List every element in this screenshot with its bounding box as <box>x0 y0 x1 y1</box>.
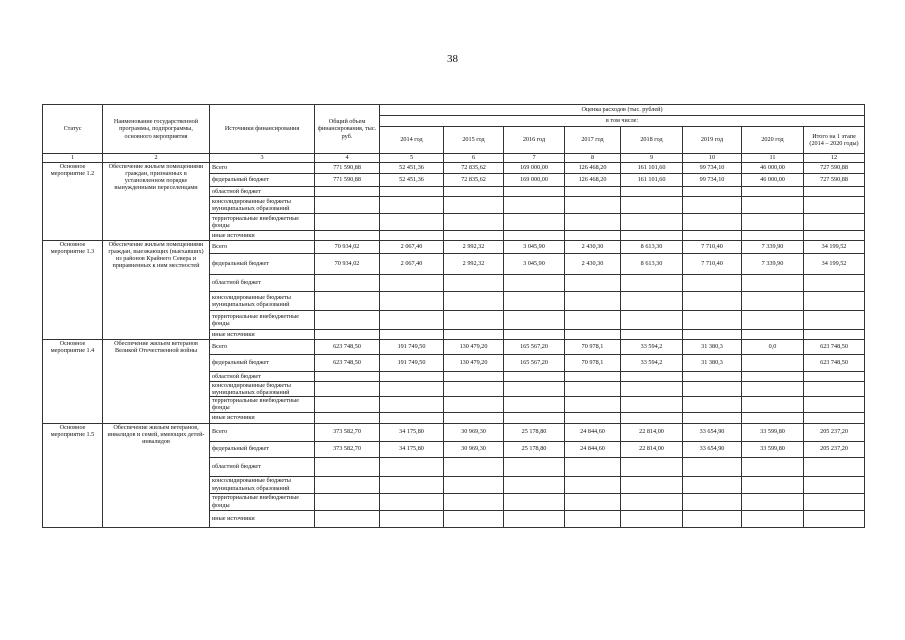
stage-total-cell <box>804 275 865 292</box>
year-amount-cell: 33 599,80 <box>742 423 804 441</box>
year-amount-cell: 161 101,60 <box>621 163 683 174</box>
stage-total-cell: 34 199,52 <box>804 254 865 275</box>
year-amount-cell <box>683 311 742 330</box>
year-amount-cell <box>621 275 683 292</box>
year-amount-cell <box>621 187 683 197</box>
year-amount-cell <box>444 292 504 311</box>
header-stage-total: Итого на 1 этапе (2014 – 2020 годы) <box>804 127 865 154</box>
total-amount-cell <box>315 330 380 340</box>
year-amount-cell <box>444 476 504 493</box>
year-amount-cell <box>565 457 621 476</box>
column-number: 12 <box>804 154 865 163</box>
year-amount-cell <box>683 197 742 214</box>
year-amount-cell <box>742 214 804 231</box>
year-amount-cell: 34 175,80 <box>380 441 444 457</box>
year-amount-cell <box>380 330 444 340</box>
year-amount-cell <box>504 412 565 423</box>
header-year: 2016 год <box>504 127 565 154</box>
year-amount-cell <box>683 214 742 231</box>
table-row <box>43 423 865 441</box>
year-amount-cell: 24 844,60 <box>565 423 621 441</box>
funding-source: федеральный бюджет <box>210 441 315 457</box>
total-amount-cell <box>315 231 380 241</box>
year-amount-cell: 31 380,3 <box>683 340 742 355</box>
year-amount-cell: 161 101,60 <box>621 174 683 187</box>
year-amount-cell <box>504 187 565 197</box>
column-number: 8 <box>565 154 621 163</box>
year-amount-cell: 3 045,90 <box>504 254 565 275</box>
year-amount-cell: 7 710,40 <box>683 254 742 275</box>
year-amount-cell <box>504 382 565 397</box>
total-amount-cell <box>315 397 380 412</box>
funding-source: территориальные внебюджетные фонды <box>210 214 315 231</box>
year-amount-cell <box>380 197 444 214</box>
year-amount-cell <box>444 330 504 340</box>
table-row <box>43 340 865 355</box>
funding-source: областной бюджет <box>210 372 315 382</box>
year-amount-cell: 2 430,30 <box>565 241 621 254</box>
activity-status: Основное мероприятие 1.2 <box>43 163 103 241</box>
year-amount-cell: 130 479,20 <box>444 340 504 355</box>
total-amount-cell <box>315 197 380 214</box>
total-amount-cell <box>315 275 380 292</box>
year-amount-cell: 2 067,40 <box>380 241 444 254</box>
year-amount-cell: 2 992,32 <box>444 254 504 275</box>
year-amount-cell <box>504 372 565 382</box>
year-amount-cell <box>565 292 621 311</box>
year-amount-cell <box>565 493 621 510</box>
year-amount-cell <box>380 214 444 231</box>
total-amount-cell: 373 582,70 <box>315 423 380 441</box>
stage-total-cell <box>804 382 865 397</box>
year-amount-cell <box>565 382 621 397</box>
year-amount-cell <box>504 476 565 493</box>
year-amount-cell <box>380 397 444 412</box>
total-amount-cell: 771 590,88 <box>315 174 380 187</box>
year-amount-cell: 165 567,20 <box>504 340 565 355</box>
header-status: Статус <box>43 105 103 154</box>
year-amount-cell <box>742 197 804 214</box>
year-amount-cell <box>380 292 444 311</box>
year-amount-cell: 46 000,00 <box>742 163 804 174</box>
year-amount-cell: 22 814,00 <box>621 441 683 457</box>
year-amount-cell: 126 468,20 <box>565 174 621 187</box>
year-amount-cell <box>380 187 444 197</box>
year-amount-cell: 2 992,32 <box>444 241 504 254</box>
total-amount-cell: 70 934,02 <box>315 254 380 275</box>
year-amount-cell <box>683 493 742 510</box>
year-amount-cell <box>683 231 742 241</box>
year-amount-cell <box>742 493 804 510</box>
year-amount-cell <box>683 372 742 382</box>
year-amount-cell: 8 613,30 <box>621 254 683 275</box>
column-number-row <box>43 154 865 163</box>
year-amount-cell <box>621 397 683 412</box>
year-amount-cell <box>742 412 804 423</box>
column-number: 10 <box>683 154 742 163</box>
year-amount-cell: 7 339,90 <box>742 254 804 275</box>
year-amount-cell <box>742 187 804 197</box>
year-amount-cell: 25 178,80 <box>504 441 565 457</box>
total-amount-cell: 771 590,88 <box>315 163 380 174</box>
year-amount-cell <box>742 510 804 527</box>
year-amount-cell <box>683 457 742 476</box>
funding-source: Всего <box>210 423 315 441</box>
stage-total-cell <box>804 372 865 382</box>
total-amount-cell <box>315 457 380 476</box>
year-amount-cell: 34 175,80 <box>380 423 444 441</box>
year-amount-cell <box>621 457 683 476</box>
year-amount-cell <box>380 412 444 423</box>
stage-total-cell: 727 590,88 <box>804 174 865 187</box>
year-amount-cell <box>565 330 621 340</box>
activity-name: Обеспечение жильем помещениями граждан, выезжающих (выехавших) из районов Крайнего Севера и приравненных к ним местностей <box>103 241 210 340</box>
year-amount-cell: 72 835,62 <box>444 174 504 187</box>
total-amount-cell <box>315 372 380 382</box>
year-amount-cell <box>380 382 444 397</box>
activity-name: Обеспечение жильем ветеранов, инвалидов и семей, имеющих детей-инвалидов <box>103 423 210 527</box>
year-amount-cell <box>683 510 742 527</box>
column-number: 7 <box>504 154 565 163</box>
funding-source: территориальные внебюджетные фонды <box>210 493 315 510</box>
page-number: 38 <box>447 53 458 65</box>
year-amount-cell <box>565 214 621 231</box>
year-amount-cell <box>444 510 504 527</box>
funding-source: Всего <box>210 340 315 355</box>
year-amount-cell <box>380 493 444 510</box>
year-amount-cell <box>504 397 565 412</box>
total-amount-cell <box>315 382 380 397</box>
header-year: 2015 год <box>444 127 504 154</box>
year-amount-cell: 191 749,50 <box>380 355 444 372</box>
funding-source: федеральный бюджет <box>210 254 315 275</box>
year-amount-cell <box>565 231 621 241</box>
year-amount-cell <box>504 457 565 476</box>
funding-source: Всего <box>210 163 315 174</box>
stage-total-cell <box>804 476 865 493</box>
year-amount-cell <box>380 372 444 382</box>
year-amount-cell: 7 710,40 <box>683 241 742 254</box>
year-amount-cell: 31 380,3 <box>683 355 742 372</box>
stage-total-cell <box>804 292 865 311</box>
year-amount-cell: 2 067,40 <box>380 254 444 275</box>
year-amount-cell <box>683 412 742 423</box>
funding-source: областной бюджет <box>210 275 315 292</box>
year-amount-cell <box>504 292 565 311</box>
year-amount-cell: 165 567,20 <box>504 355 565 372</box>
stage-total-cell: 205 237,20 <box>804 423 865 441</box>
funding-source: федеральный бюджет <box>210 355 315 372</box>
header-total: Общий объем финансирования, тыс. руб. <box>315 105 380 154</box>
total-amount-cell <box>315 476 380 493</box>
stage-total-cell <box>804 187 865 197</box>
year-amount-cell <box>444 197 504 214</box>
total-amount-cell: 70 934,02 <box>315 241 380 254</box>
funding-source: территориальные внебюджетные фонды <box>210 311 315 330</box>
year-amount-cell: 0,0 <box>742 340 804 355</box>
funding-source: консолидированные бюджеты муниципальных образований <box>210 197 315 214</box>
year-amount-cell: 3 045,90 <box>504 241 565 254</box>
activity-name: Обеспечение жильем помещениями граждан, признанных в установленном порядке вынужденными переселенцами <box>103 163 210 241</box>
stage-total-cell <box>804 214 865 231</box>
year-amount-cell <box>380 510 444 527</box>
column-number: 6 <box>444 154 504 163</box>
funding-source: иные источники <box>210 412 315 423</box>
year-amount-cell: 52 451,36 <box>380 163 444 174</box>
year-amount-cell: 99 734,10 <box>683 174 742 187</box>
header-year: 2017 год <box>565 127 621 154</box>
column-number: 5 <box>380 154 444 163</box>
year-amount-cell: 70 978,1 <box>565 340 621 355</box>
stage-total-cell <box>804 231 865 241</box>
year-amount-cell: 72 835,62 <box>444 163 504 174</box>
activity-status: Основное мероприятие 1.4 <box>43 340 103 424</box>
year-amount-cell: 52 451,36 <box>380 174 444 187</box>
table-row <box>43 163 865 174</box>
year-amount-cell <box>742 382 804 397</box>
activity-name: Обеспечение жильем ветеранов Великой Отечественной войны <box>103 340 210 424</box>
year-amount-cell <box>683 187 742 197</box>
year-amount-cell <box>444 372 504 382</box>
year-amount-cell <box>565 510 621 527</box>
stage-total-cell: 623 748,50 <box>804 340 865 355</box>
funding-source: Всего <box>210 241 315 254</box>
funding-source: федеральный бюджет <box>210 174 315 187</box>
year-amount-cell: 33 654,90 <box>683 441 742 457</box>
year-amount-cell <box>565 275 621 292</box>
funding-source: областной бюджет <box>210 187 315 197</box>
stage-total-cell <box>804 412 865 423</box>
year-amount-cell <box>444 311 504 330</box>
year-amount-cell: 130 479,20 <box>444 355 504 372</box>
total-amount-cell <box>315 187 380 197</box>
year-amount-cell: 33 599,80 <box>742 441 804 457</box>
activity-status: Основное мероприятие 1.3 <box>43 241 103 340</box>
year-amount-cell <box>444 493 504 510</box>
column-number: 1 <box>43 154 103 163</box>
year-amount-cell <box>380 476 444 493</box>
year-amount-cell <box>504 330 565 340</box>
year-amount-cell <box>683 476 742 493</box>
year-amount-cell <box>380 231 444 241</box>
stage-total-cell: 727 590,88 <box>804 163 865 174</box>
year-amount-cell <box>380 457 444 476</box>
year-amount-cell <box>621 330 683 340</box>
year-amount-cell <box>380 275 444 292</box>
year-amount-cell <box>742 397 804 412</box>
year-amount-cell: 7 339,90 <box>742 241 804 254</box>
year-amount-cell: 30 969,30 <box>444 441 504 457</box>
year-amount-cell <box>742 292 804 311</box>
year-amount-cell <box>621 197 683 214</box>
year-amount-cell <box>565 187 621 197</box>
funding-source: консолидированные бюджеты муниципальных образований <box>210 476 315 493</box>
year-amount-cell <box>683 397 742 412</box>
total-amount-cell <box>315 311 380 330</box>
year-amount-cell: 99 734,10 <box>683 163 742 174</box>
table-row <box>43 241 865 254</box>
stage-total-cell <box>804 457 865 476</box>
year-amount-cell <box>565 412 621 423</box>
year-amount-cell <box>444 457 504 476</box>
funding-source: территориальные внебюджетные фонды <box>210 397 315 412</box>
year-amount-cell <box>444 275 504 292</box>
year-amount-cell <box>742 355 804 372</box>
header-sources: Источники финансирования <box>210 105 315 154</box>
year-amount-cell <box>565 197 621 214</box>
year-amount-cell <box>742 457 804 476</box>
year-amount-cell: 70 978,1 <box>565 355 621 372</box>
year-amount-cell: 8 613,30 <box>621 241 683 254</box>
year-amount-cell <box>504 197 565 214</box>
year-amount-cell <box>621 231 683 241</box>
column-number: 2 <box>103 154 210 163</box>
year-amount-cell <box>683 292 742 311</box>
year-amount-cell <box>565 372 621 382</box>
year-amount-cell <box>504 214 565 231</box>
year-amount-cell <box>621 372 683 382</box>
year-amount-cell <box>683 382 742 397</box>
year-amount-cell <box>621 311 683 330</box>
year-amount-cell <box>444 231 504 241</box>
year-amount-cell: 126 468,20 <box>565 163 621 174</box>
funding-source: консолидированные бюджеты муниципальных образований <box>210 382 315 397</box>
header-name: Наименование государственной программы, подпрограммы, основного мероприятия <box>103 105 210 154</box>
header-year: 2019 год <box>683 127 742 154</box>
stage-total-cell <box>804 510 865 527</box>
year-amount-cell <box>444 187 504 197</box>
year-amount-cell <box>565 476 621 493</box>
year-amount-cell: 30 969,30 <box>444 423 504 441</box>
year-amount-cell <box>742 476 804 493</box>
header-year: 2014 год <box>380 127 444 154</box>
year-amount-cell: 33 594,2 <box>621 355 683 372</box>
header-year: 2018 год <box>621 127 683 154</box>
budget-table <box>42 104 865 528</box>
column-number: 11 <box>742 154 804 163</box>
total-amount-cell: 373 582,70 <box>315 441 380 457</box>
table-body <box>43 163 865 528</box>
year-amount-cell <box>683 275 742 292</box>
year-amount-cell <box>742 231 804 241</box>
total-amount-cell <box>315 412 380 423</box>
stage-total-cell: 623 748,50 <box>804 355 865 372</box>
year-amount-cell <box>742 311 804 330</box>
funding-source: иные источники <box>210 510 315 527</box>
stage-total-cell: 205 237,20 <box>804 441 865 457</box>
year-amount-cell <box>621 412 683 423</box>
year-amount-cell <box>504 231 565 241</box>
year-amount-cell <box>621 292 683 311</box>
stage-total-cell: 34 199,52 <box>804 241 865 254</box>
total-amount-cell <box>315 214 380 231</box>
stage-total-cell <box>804 493 865 510</box>
year-amount-cell <box>380 311 444 330</box>
year-amount-cell: 169 000,00 <box>504 163 565 174</box>
funding-source: областной бюджет <box>210 457 315 476</box>
activity-status: Основное мероприятие 1.5 <box>43 423 103 527</box>
year-amount-cell <box>565 397 621 412</box>
year-amount-cell: 24 844,60 <box>565 441 621 457</box>
year-amount-cell: 25 178,80 <box>504 423 565 441</box>
year-amount-cell: 22 814,00 <box>621 423 683 441</box>
year-amount-cell <box>621 476 683 493</box>
year-amount-cell <box>444 382 504 397</box>
stage-total-cell <box>804 197 865 214</box>
stage-total-cell <box>804 397 865 412</box>
total-amount-cell <box>315 510 380 527</box>
year-amount-cell: 191 749,50 <box>380 340 444 355</box>
year-amount-cell <box>621 510 683 527</box>
header-including: в том числе: <box>380 116 865 127</box>
header-estimate: Оценка расходов (тыс. рублей) <box>380 105 865 116</box>
stage-total-cell <box>804 311 865 330</box>
year-amount-cell <box>565 311 621 330</box>
column-number: 4 <box>315 154 380 163</box>
funding-source: консолидированные бюджеты муниципальных образований <box>210 292 315 311</box>
total-amount-cell <box>315 292 380 311</box>
year-amount-cell: 46 000,00 <box>742 174 804 187</box>
column-number: 3 <box>210 154 315 163</box>
year-amount-cell <box>444 397 504 412</box>
year-amount-cell <box>621 382 683 397</box>
year-amount-cell <box>683 330 742 340</box>
year-amount-cell <box>504 493 565 510</box>
stage-total-cell <box>804 330 865 340</box>
column-number: 9 <box>621 154 683 163</box>
year-amount-cell <box>742 330 804 340</box>
year-amount-cell <box>504 510 565 527</box>
year-amount-cell <box>504 311 565 330</box>
year-amount-cell: 33 654,90 <box>683 423 742 441</box>
total-amount-cell <box>315 493 380 510</box>
year-amount-cell <box>742 275 804 292</box>
year-amount-cell <box>444 214 504 231</box>
year-amount-cell <box>444 412 504 423</box>
year-amount-cell: 2 430,30 <box>565 254 621 275</box>
funding-source: иные источники <box>210 231 315 241</box>
year-amount-cell: 33 594,2 <box>621 340 683 355</box>
year-amount-cell <box>504 275 565 292</box>
year-amount-cell <box>621 214 683 231</box>
header-year: 2020 год <box>742 127 804 154</box>
total-amount-cell: 623 748,50 <box>315 340 380 355</box>
year-amount-cell: 169 000,00 <box>504 174 565 187</box>
year-amount-cell <box>742 372 804 382</box>
year-amount-cell <box>621 493 683 510</box>
total-amount-cell: 623 748,50 <box>315 355 380 372</box>
funding-source: иные источники <box>210 330 315 340</box>
